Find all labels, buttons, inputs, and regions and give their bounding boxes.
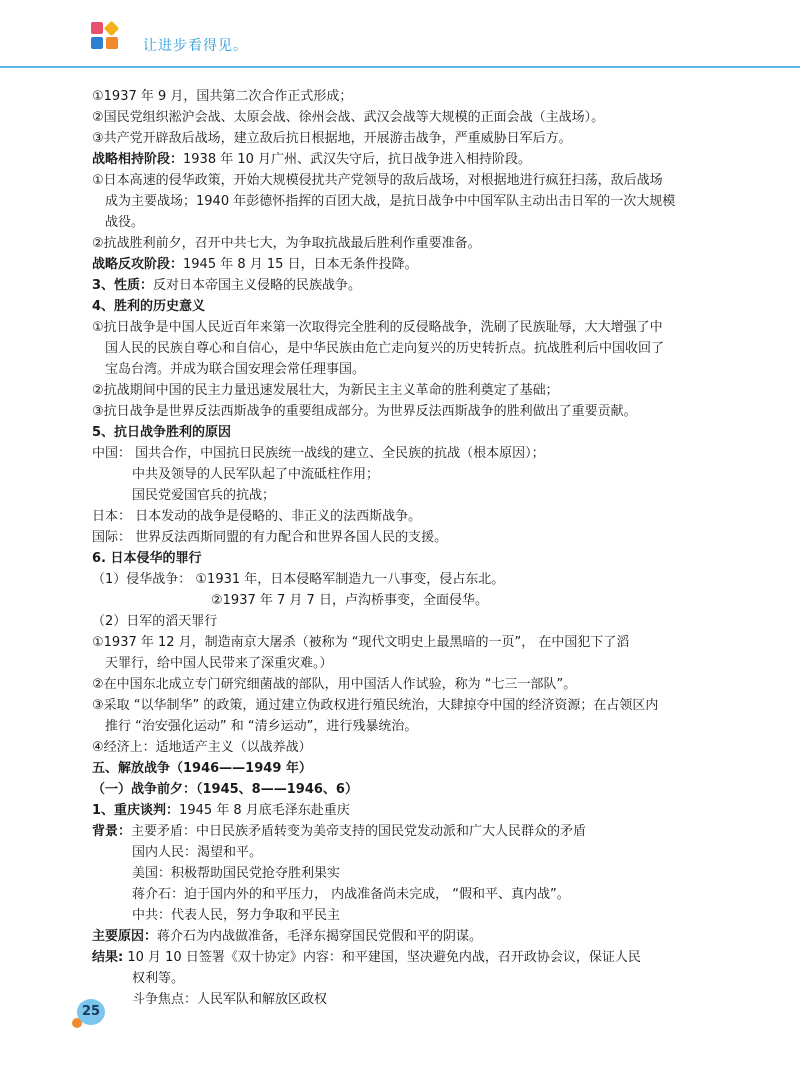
line-text: 美国：积极帮助国民党抢夺胜利果实 — [132, 866, 341, 881]
logo-square-orange — [106, 37, 118, 49]
line-text: 国人民的民族自尊心和自信心，是中华民族由危亡走向复兴的历史转折点。抗战胜利后中国收回了 — [105, 341, 665, 356]
line-text: ③抗日战争是世界反法西斯战争的重要组成部分。为世界反法西斯战争的胜利做出了重要贡献。 — [92, 404, 637, 419]
line-text: ②抗战期间中国的民主力量迅速发展壮大，为新民主主义革命的胜利奠定了基础； — [92, 383, 559, 398]
line-text: 1945 年 8 月底毛泽东赴重庆 — [179, 803, 350, 818]
text-line — [92, 821, 732, 842]
line-text: 权利等。 — [132, 971, 185, 986]
text-line — [92, 443, 732, 464]
bold-heading: 背景： — [92, 824, 132, 839]
line-text: 推行 “治安强化运动” 和 “清乡运动”，进行残暴统治。 — [105, 719, 418, 734]
bold-heading: 4、胜利的历史意义 — [92, 299, 206, 314]
page-header — [0, 0, 800, 68]
line-text: 中共及领导的人民军队起了中流砥柱作用； — [132, 467, 380, 482]
bold-heading: 3、性质： — [92, 278, 154, 293]
text-line — [92, 758, 732, 779]
text-line — [92, 233, 732, 254]
text-line — [92, 653, 732, 674]
bold-heading: 6. 日本侵华的罪行 — [92, 551, 202, 566]
text-line — [92, 107, 732, 128]
text-line — [92, 947, 732, 968]
text-line — [92, 338, 732, 359]
text-line — [92, 422, 732, 443]
text-line — [92, 611, 732, 632]
line-text: ①抗日战争是中国人民近百年来第一次取得完全胜利的反侵略战争，洗刷了民族耻辱，大大增强了中 — [92, 320, 663, 335]
text-line — [92, 674, 732, 695]
page-number: 25 — [77, 999, 105, 1025]
line-text: （1）侵华战争： ①1931 年，日本侵略军制造九一八事变，侵占东北。 — [92, 572, 505, 587]
line-text: 成为主要战场；1940 年彭德怀指挥的百团大战，是抗日战争中中国军队主动出击日军的一次大规模 — [105, 194, 676, 209]
line-text: 斗争焦点：人民军队和解放区政权 — [132, 992, 328, 1007]
text-line — [92, 737, 732, 758]
bold-heading: （一）战争前夕：（1945、8——1946、6） — [92, 782, 358, 797]
bold-heading: 1、重庆谈判： — [92, 803, 180, 818]
line-text: 战役。 — [105, 215, 145, 230]
text-line — [92, 401, 732, 422]
bold-heading: 战略反攻阶段： — [92, 257, 184, 272]
line-text: 国际： 世界反法西斯同盟的有力配合和世界各国人民的支援。 — [92, 530, 448, 545]
text-line — [92, 716, 732, 737]
line-text: ②1937 年 7 月 7 日，卢沟桥事变，全面侵华。 — [211, 593, 488, 608]
line-text: ②在中国东北成立专门研究细菌战的部队，用中国活人作试验，称为 “七三一部队”。 — [92, 677, 577, 692]
text-line — [92, 863, 732, 884]
line-text: 蒋介石：迫于国内外的和平压力， 内战准备尚未完成， “假和平、真内战”。 — [132, 887, 570, 902]
text-line — [92, 926, 732, 947]
bold-heading: 结果: — [92, 950, 124, 965]
text-line — [92, 317, 732, 338]
page-number-badge — [73, 999, 107, 1025]
line-text: 1938 年 10 月广州、武汉失守后，抗日战争进入相持阶段。 — [183, 152, 532, 167]
document-body — [92, 86, 732, 1010]
line-text: 10 月 10 日签署《双十协定》内容：和平建国，坚决避免内战，召开政协会议，保证人民 — [123, 950, 641, 965]
line-text: 国民党爱国官兵的抗战； — [132, 488, 276, 503]
text-line — [92, 968, 732, 989]
text-line — [92, 548, 732, 569]
text-line — [92, 695, 732, 716]
logo-diamond-yellow — [104, 21, 120, 37]
line-text: 日本： 日本发动的战争是侵略的、非正义的法西斯战争。 — [92, 509, 422, 524]
header-slogan: 让进步看得见。 — [143, 38, 248, 54]
text-line — [92, 275, 732, 296]
line-text: 反对日本帝国主义侵略的民族战争。 — [153, 278, 362, 293]
line-text: ①日本高速的侵华政策，开始大规模侵扰共产党领导的敌后战场，对根据地进行疯狂扫荡，敌后战场 — [92, 173, 663, 188]
bold-heading: 5、抗日战争胜利的原因 — [92, 425, 232, 440]
header-divider — [0, 66, 800, 68]
line-text: 宝岛台湾。并成为联合国安理会常任理事国。 — [105, 362, 366, 377]
bold-heading: 主要原因： — [92, 929, 158, 944]
line-text: 1945 年 8 月 15 日，日本无条件投降。 — [183, 257, 418, 272]
text-line — [92, 86, 732, 107]
line-text: ②国民党组织淞沪会战、太原会战、徐州会战、武汉会战等大规模的正面会战（主战场）。 — [92, 110, 605, 125]
text-line — [92, 884, 732, 905]
text-line — [92, 905, 732, 926]
line-text: ④经济上：适地适产主义（以战养战） — [92, 740, 312, 755]
text-line — [92, 191, 732, 212]
text-line — [92, 989, 732, 1010]
bold-heading: 战略相持阶段： — [92, 152, 184, 167]
line-text: ③采取 “以华制华” 的政策，通过建立伪政权进行殖民统治，大肆掠夺中国的经济资源；在占领区内 — [92, 698, 659, 713]
text-line — [92, 212, 732, 233]
text-line — [92, 128, 732, 149]
line-text: ①1937 年 12 月，制造南京大屠杀（被称为 “现代文明史上最黑暗的一页”， 在中国犯下了滔 — [92, 635, 630, 650]
text-line — [92, 632, 732, 653]
text-line — [92, 254, 732, 275]
bold-heading: 五、解放战争（1946——1949 年） — [92, 761, 312, 776]
text-line — [92, 149, 732, 170]
text-line — [92, 296, 732, 317]
text-line — [92, 569, 732, 590]
line-text: 天罪行，给中国人民带来了深重灾难。） — [105, 656, 333, 671]
line-text: ①1937 年 9 月，国共第二次合作正式形成； — [92, 89, 353, 104]
text-line — [92, 842, 732, 863]
text-line — [92, 464, 732, 485]
text-line — [92, 800, 732, 821]
line-text: 主要矛盾：中日民族矛盾转变为美帝支持的国民党发动派和广大人民群众的矛盾 — [131, 824, 587, 839]
logo-square-blue — [91, 37, 103, 49]
text-line — [92, 527, 732, 548]
text-line — [92, 359, 732, 380]
text-line — [92, 506, 732, 527]
text-line — [92, 485, 732, 506]
line-text: 中国： 国共合作，中国抗日民族统一战线的建立、全民族的抗战（根本原因）； — [92, 446, 545, 461]
line-text: 中共：代表人民，努力争取和平民主 — [132, 908, 341, 923]
line-text: （2）日军的滔天罪行 — [92, 614, 218, 629]
text-line — [92, 380, 732, 401]
text-line — [92, 590, 732, 611]
line-text: 国内人民：渴望和平。 — [132, 845, 263, 860]
logo-square-pink — [91, 22, 103, 34]
brand-logo-icon — [91, 22, 121, 52]
line-text: ②抗战胜利前夕，召开中共七大，为争取抗战最后胜利作重要准备。 — [92, 236, 481, 251]
text-line — [92, 170, 732, 191]
text-line — [92, 779, 732, 800]
line-text: 蒋介石为内战做准备，毛泽东揭穿国民党假和平的阴谋。 — [157, 929, 483, 944]
line-text: ③共产党开辟敌后战场，建立敌后抗日根据地，开展游击战争，严重威胁日军后方。 — [92, 131, 572, 146]
